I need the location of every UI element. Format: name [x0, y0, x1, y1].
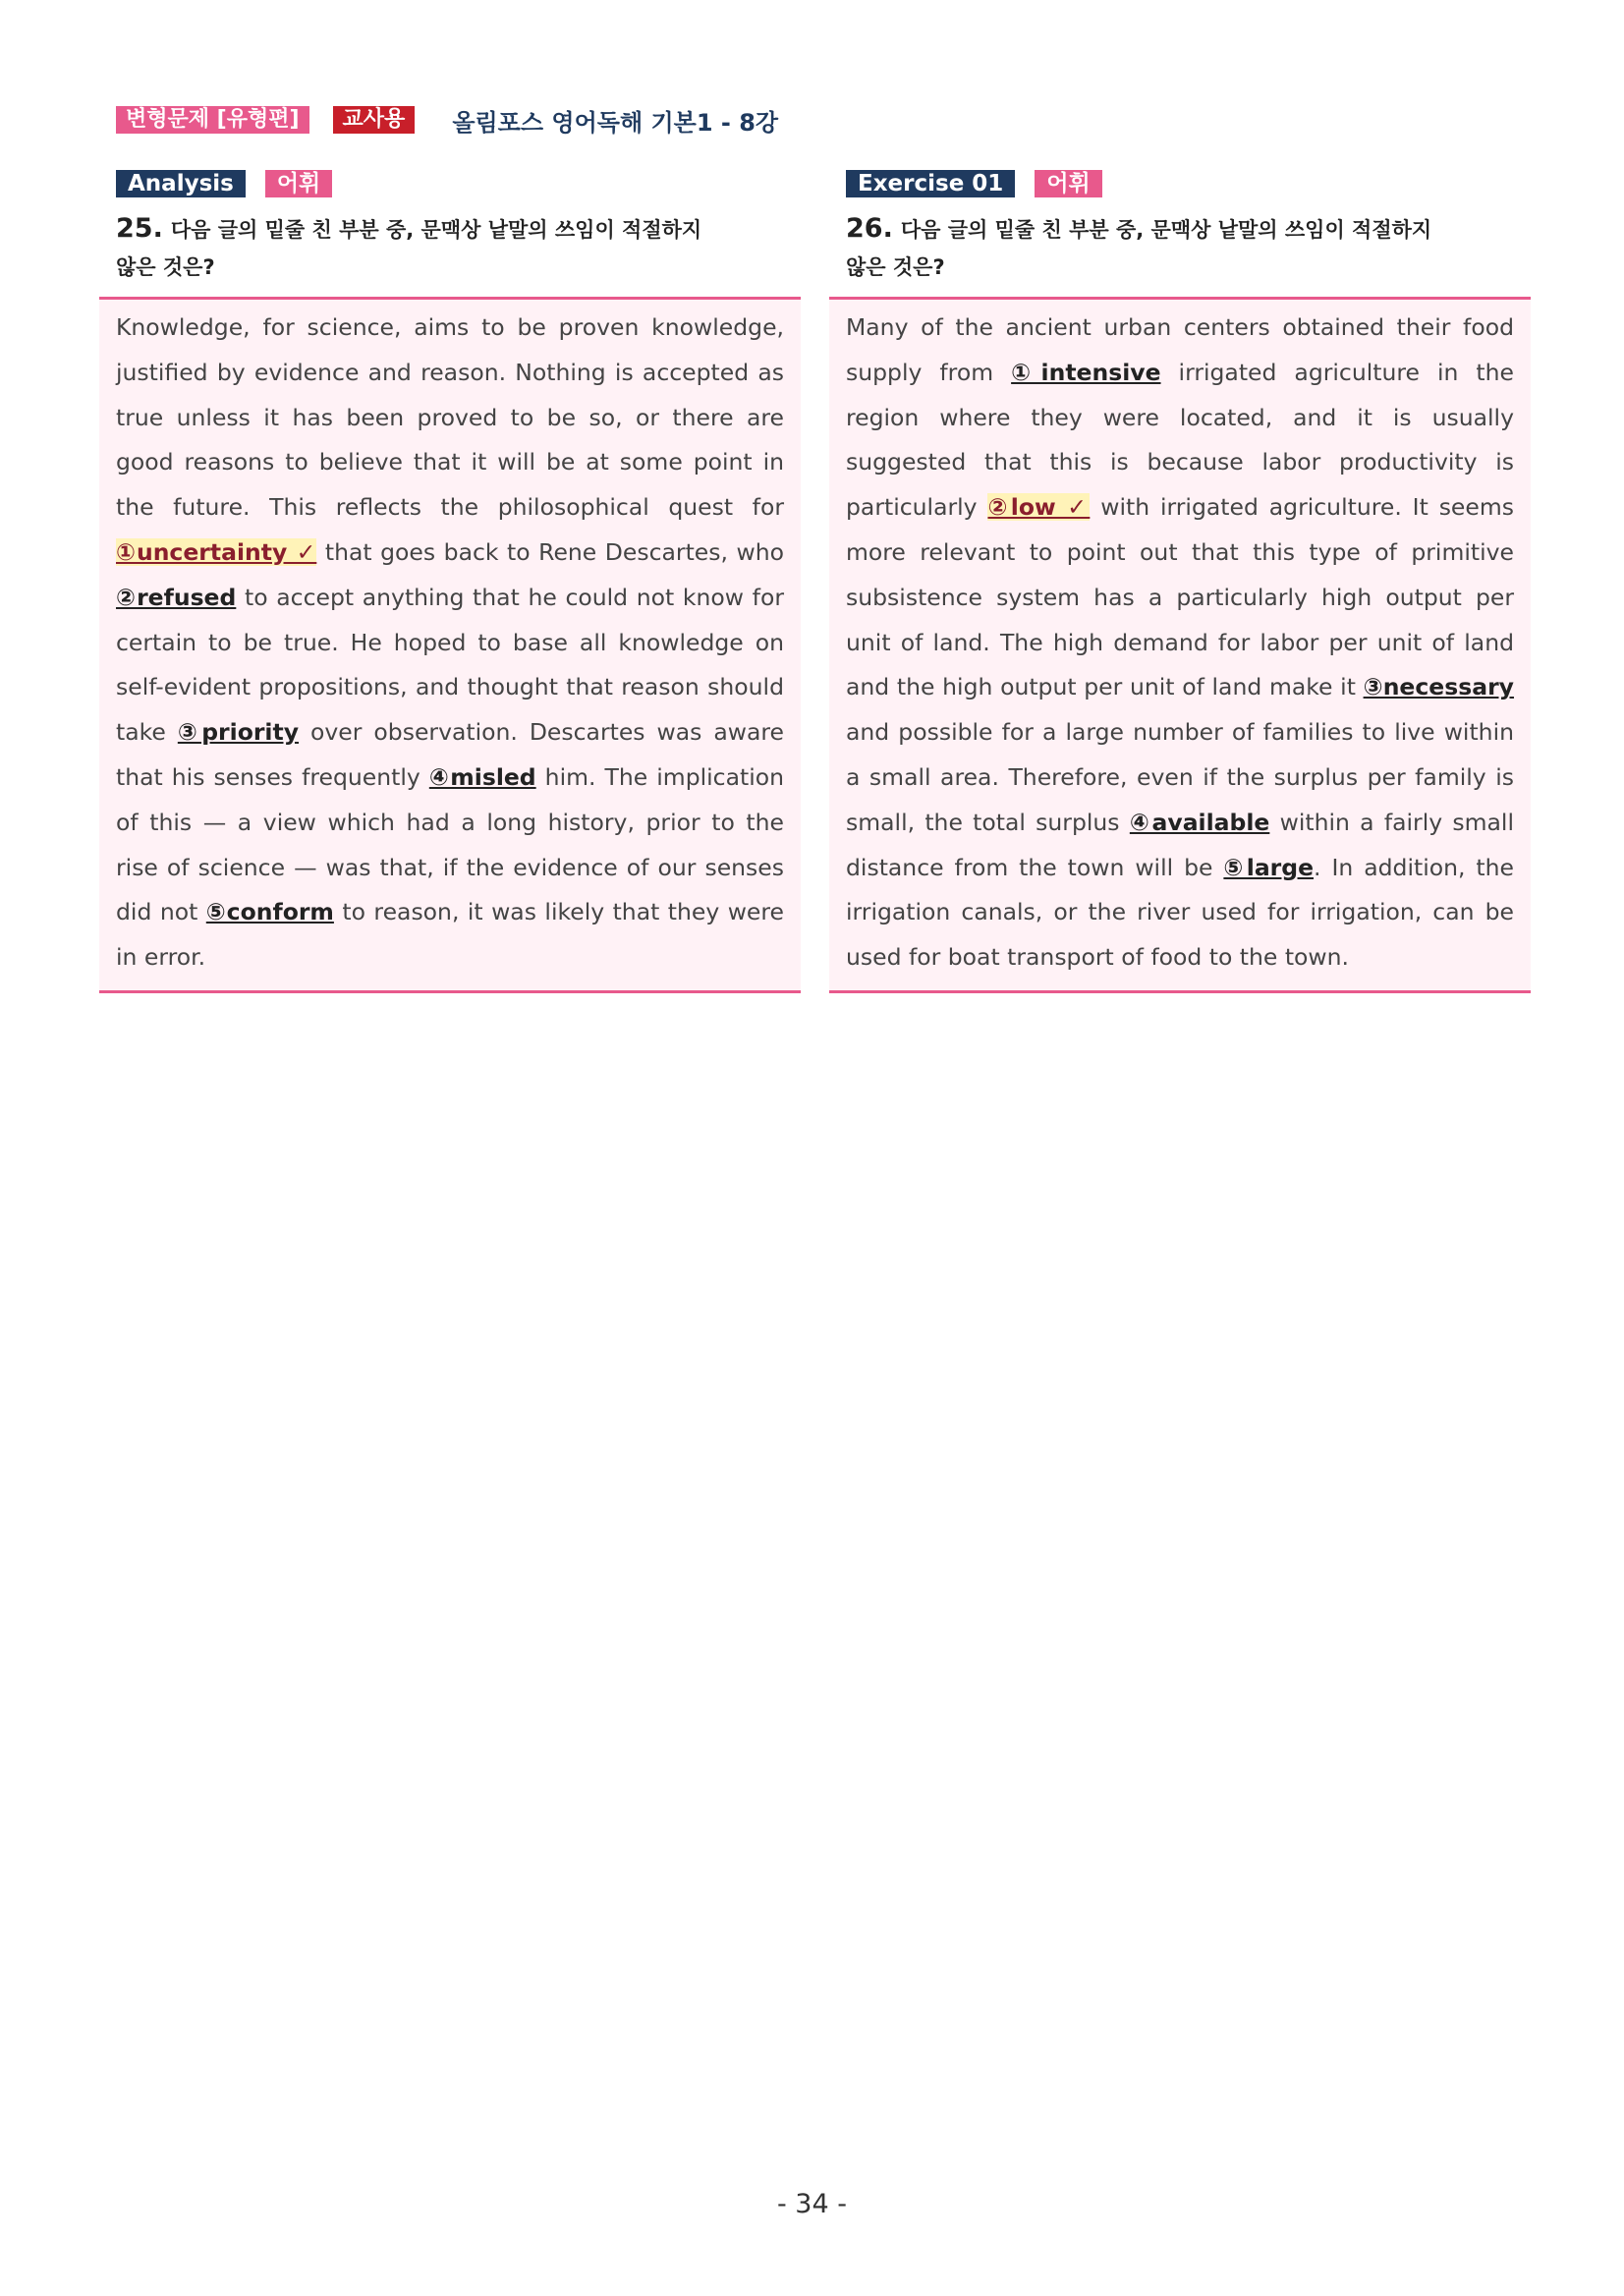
underlined-choice-1-answer: ①uncertainty ✓: [116, 537, 317, 566]
passage-text: to reason, it was likely that they were in error.: [116, 898, 784, 972]
underlined-choice-3: ③priority: [177, 718, 300, 747]
page-header: [116, 104, 778, 136]
underlined-choice-4: ④misled: [428, 762, 536, 791]
passage-text: Knowledge, for science, aims to be proven knowledge, justified by evidence and reason. Nothing is accepted as true unless it has been proved to be so, or there are good reasons to believe that it will be at some point in the future. This reflects the philosophical quest for: [116, 313, 784, 522]
question-number: 26.: [846, 213, 893, 244]
passage: [99, 297, 801, 993]
underlined-choice-5: ⑤large: [1223, 853, 1315, 881]
underlined-choice-2: ②refused: [116, 583, 237, 611]
exercise-label: Exercise 01: [846, 170, 1015, 197]
underlined-choice-2-answer: ②low ✓: [987, 493, 1091, 522]
question-labels: [99, 169, 801, 198]
vocabulary-label: 어휘: [265, 170, 332, 197]
question-26-block: [829, 169, 1531, 993]
underlined-choice-3: ③necessary: [1363, 673, 1514, 701]
passage-text: and possible for a large number of families to live within a small area. Therefore, even if the surplus per family is small, the total surplus: [846, 718, 1514, 836]
analysis-label: Analysis: [116, 170, 246, 197]
underlined-choice-1: ①intensive: [1011, 358, 1161, 386]
underlined-choice-4: ④available: [1129, 808, 1270, 836]
question-text-line2: 않은 것은?: [846, 255, 945, 279]
question-number: 25.: [116, 213, 163, 244]
passage-text: over observation. Descartes was aware that his senses frequently: [116, 718, 784, 791]
passage-text: to accept anything that he could not know for certain to be true. He hoped to base all knowledge on self-evident propositions, and thought that reason should take: [116, 583, 784, 747]
question-prompt: [829, 198, 1531, 285]
question-text-line1: 다음 글의 밑줄 친 부분 중, 문맥상 낱말의 쓰임이 적절하지: [900, 218, 1432, 242]
page-number: - 34 -: [776, 2189, 847, 2219]
vocabulary-label: 어휘: [1035, 170, 1101, 197]
question-text-line1: 다음 글의 밑줄 친 부분 중, 문맥상 낱말의 쓰임이 적절하지: [170, 218, 702, 242]
passage-text: irrigated agriculture in the region where they were located, and it is usually suggested that this is because labor productivity is particularly: [846, 358, 1514, 522]
passage-text: him. The implication of this — a view which had a long history, prior to the rise of science — was that, if the evidence of our senses did not: [116, 762, 785, 926]
passage: [829, 297, 1531, 993]
category-tag: 변형문제 [유형편]: [116, 106, 309, 134]
underlined-choice-5: ⑤conform: [205, 898, 334, 926]
passage-text: Many of the ancient urban centers obtained their food supply from: [846, 313, 1514, 386]
passage-text: within a fairly small distance from the town will be: [846, 808, 1514, 881]
teacher-tag: 교사용: [333, 106, 416, 134]
question-prompt: [99, 198, 801, 285]
passage-text: . In addition, the irrigation canals, or the river used for irrigation, can be used for boat transport of food to the town.: [846, 853, 1514, 972]
question-labels: [829, 169, 1531, 198]
question-25-block: [99, 169, 801, 993]
header-title: 올림포스 영어독해 기본1 - 8강: [452, 108, 779, 137]
passage-text: with irrigated agriculture. It seems more relevant to point out that this type of primitive subsistence system has a particularly high output per unit of land. The high demand for labor per unit of land and the high output per unit of land make it: [846, 493, 1514, 701]
passage-text: that goes back to Rene Descartes, who: [316, 537, 784, 566]
question-text-line2: 않은 것은?: [116, 255, 215, 279]
